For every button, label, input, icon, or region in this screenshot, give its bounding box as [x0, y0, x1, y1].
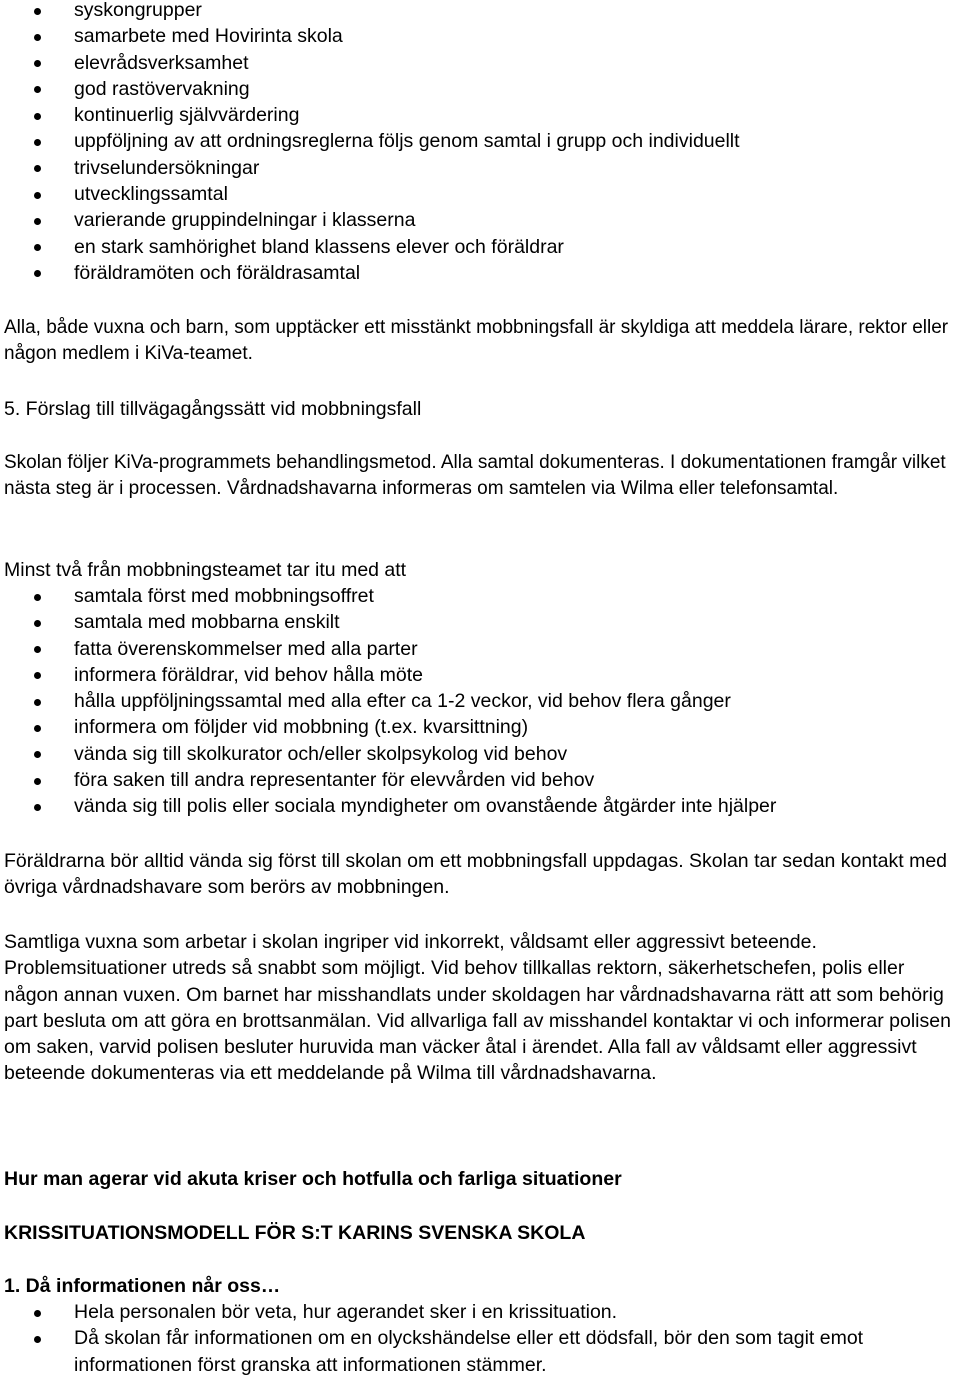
team-intro-paragraph: Minst två från mobbningsteamet tar itu med att — [4, 559, 407, 581]
bullet-icon — [34, 218, 41, 225]
crisis-model-heading: KRISSITUATIONSMODELL FÖR S:T KARINS SVENSKA SKOLA — [4, 1222, 586, 1244]
list-item: informera föräldrar, vid behov hålla möte — [0, 662, 960, 688]
bullet-icon — [34, 34, 41, 41]
list-item: föra saken till andra representanter för elevvården vid behov — [0, 767, 960, 793]
list-item: informera om följder vid mobbning (t.ex. kvarsittning) — [0, 714, 960, 740]
list-item: kontinuerlig självvärdering — [0, 102, 960, 128]
bullet-icon — [34, 1310, 41, 1317]
list-item: trivselundersökningar — [0, 155, 960, 181]
list-item: samtala med mobbarna enskilt — [0, 609, 960, 635]
bullet-icon — [34, 725, 41, 732]
bullet-icon — [34, 594, 41, 601]
list-item: syskongrupper — [0, 0, 960, 23]
bullet-icon — [34, 778, 41, 785]
section-5-title: 5. Förslag till tillvägagångssätt vid mobbningsfall — [4, 398, 422, 420]
list-item: varierande gruppindelningar i klasserna — [0, 207, 960, 233]
measures-list — [0, 0, 960, 286]
list-item: föräldramöten och föräldrasamtal — [0, 260, 960, 286]
bullet-icon — [34, 620, 41, 627]
bullet-icon — [34, 751, 41, 758]
list-item: utvecklingssamtal — [0, 181, 960, 207]
reporting-duty-paragraph: Alla, både vuxna och barn, som upptäcker ett misstänkt mobbningsfall är skyldiga att meddela lärare, rektor eller någon medlem i KiVa-teamet. — [4, 317, 949, 365]
list-item: vända sig till skolkurator och/eller skolpsykolog vid behov — [0, 741, 960, 767]
list-item: en stark samhörighet bland klassens elever och föräldrar — [0, 234, 960, 260]
bullet-icon — [34, 60, 41, 67]
list-item: hålla uppföljningssamtal med alla efter ca 1-2 veckor, vid behov flera gånger — [0, 688, 960, 714]
list-item: uppföljning av att ordningsreglerna följs genom samtal i grupp och individuellt — [0, 128, 960, 154]
list-item: samarbete med Hovirinta skola — [0, 23, 960, 49]
list-item: god rastövervakning — [0, 76, 960, 102]
step-1-list — [0, 1299, 960, 1378]
bullet-icon — [34, 8, 41, 15]
bullet-icon — [34, 165, 41, 172]
list-item: fatta överenskommelser med alla parter — [0, 636, 960, 662]
kiva-method-paragraph: Skolan följer KiVa-programmets behandlingsmetod. Alla samtal dokumenteras. I dokumentationen framgår vilket nästa steg är i processen. Vårdnadshavarna informeras om samtelen via Wilma eller telefonsamtal. — [4, 452, 946, 500]
bullet-icon — [34, 244, 41, 251]
bullet-icon — [34, 1336, 41, 1343]
bullet-icon — [34, 270, 41, 277]
crisis-heading: Hur man agerar vid akuta kriser och hotfulla och farliga situationer — [4, 1168, 622, 1190]
list-item: elevrådsverksamhet — [0, 50, 960, 76]
adults-intervene-paragraph: Samtliga vuxna som arbetar i skolan ingriper vid inkorrekt, våldsamt eller aggressivt beteende. Problemsituationer utreds så snabbt som möjligt. Vid behov tillkallas rektorn, säkerhetschefen, polis eller någon annan vuxen. Om barnet har misshandlats under skoldagen har vårdnadshavarna rätt att som behörig part besluta om att göra en brottsanmälan. Vid allvarliga fall av misshandel kontaktar vi och informerar polisen om saken, varvid polisen besluter huruvida man väcker åtal i ärendet. Alla fall av våldsamt eller aggressivt beteende dokumenteras via ett meddelande på Wilma till vårdnadshavarna. — [4, 931, 951, 1085]
bullet-icon — [34, 646, 41, 653]
bullet-icon — [34, 192, 41, 199]
list-item: Då skolan får informationen om en olyckshändelse eller ett dödsfall, bör den som tagit emot informationen först granska att informationen stämmer. — [0, 1325, 960, 1378]
bullet-icon — [34, 139, 41, 146]
bullet-icon — [34, 86, 41, 93]
bullet-icon — [34, 672, 41, 679]
parents-paragraph: Föräldrarna bör alltid vända sig först till skolan om ett mobbningsfall uppdagas. Skolan tar sedan kontakt med övriga vårdnadshavare som berörs av mobbningen. — [4, 850, 948, 899]
bullet-icon — [34, 699, 41, 706]
step-1-heading: 1. Då informationen når oss… — [4, 1275, 281, 1297]
list-item: Hela personalen bör veta, hur agerandet sker i en krissituation. — [0, 1299, 960, 1325]
bullet-icon — [34, 113, 41, 120]
team-actions-list — [0, 583, 960, 820]
list-item: samtala först med mobbningsoffret — [0, 583, 960, 609]
list-item: vända sig till polis eller sociala myndigheter om ovanstående åtgärder inte hjälper — [0, 793, 960, 819]
bullet-icon — [34, 804, 41, 811]
